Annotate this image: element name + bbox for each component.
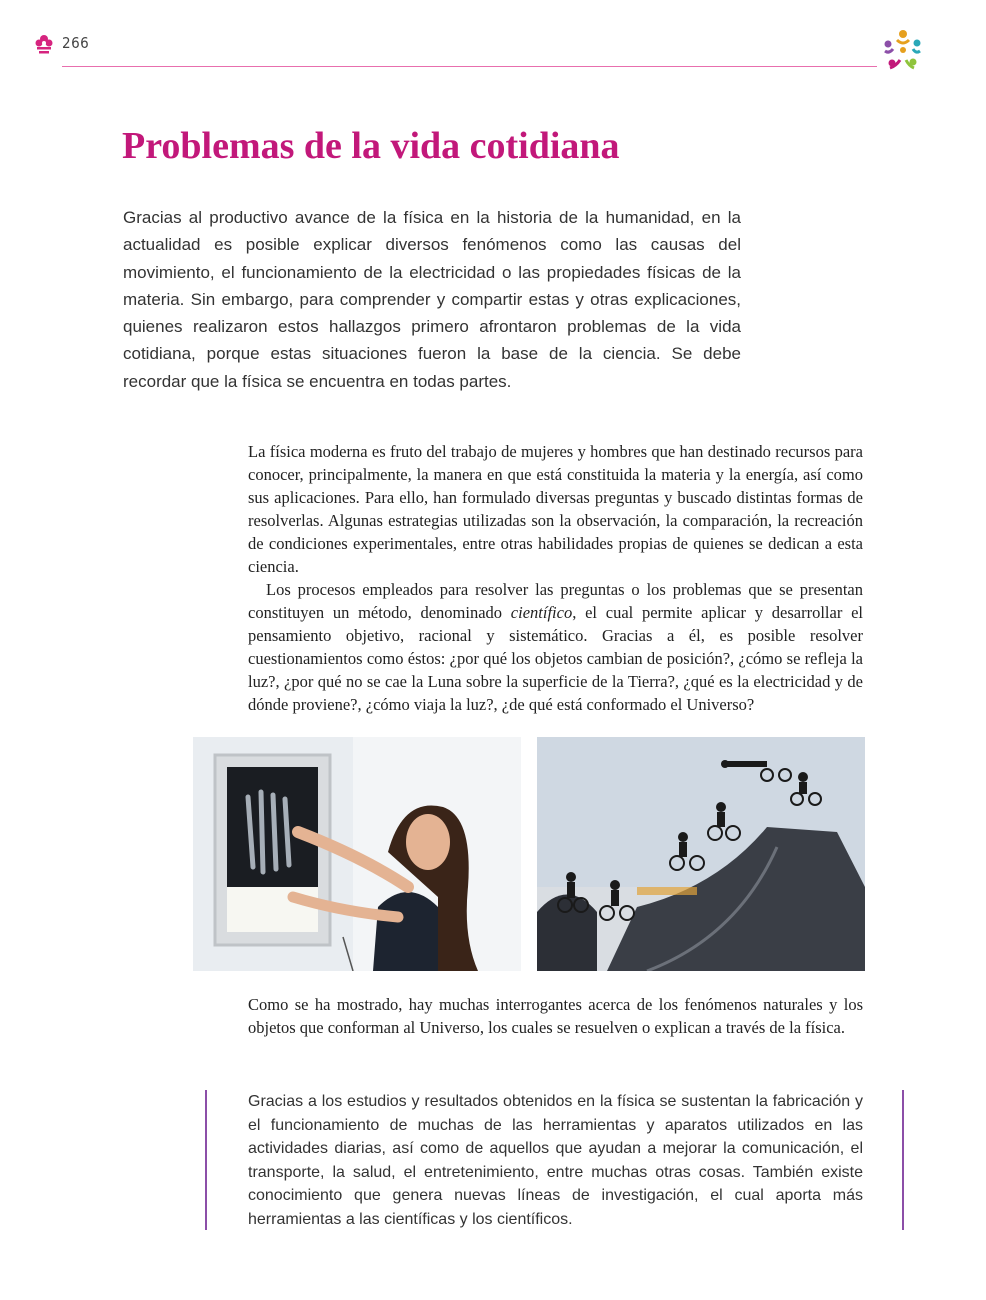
closing-text-block [248, 993, 863, 1039]
intro-paragraph: Gracias al productivo avance de la física en la historia de la humanidad, en la actualidad es posible explicar diversos fenómenos como las causas del movimiento, el funcionamiento de la electricidad o las propiedades físicas de la materia. Sin embargo, para comprender y compartir estas y otras explicaciones, quienes realizaron estos hallazgos primero afrontaron problemas de la vida cotidiana, porque estas situaciones fueron la base de la ciencia. Se debe recordar que la física se encuentra en todas partes. [123, 208, 741, 391]
xray-photo [193, 737, 521, 971]
page-title: Problemas de la vida cotidiana [122, 125, 620, 167]
highlight-paragraph: Gracias a los estudios y resultados obtenidos en la física se sustentan la fabricación y el funcionamiento de muchas de las herramientas y aparatos utilizados en las actividades diarias, así como de aquellos que ayudan a mejorar la comunicación, el transporte, la salud, el entretenimiento, entre muchas otras cosas. También existe conocimiento que genera nuevas líneas de investigación, el cual aporta más herramientas a las científicas y los científicos. [248, 1093, 863, 1228]
highlight-right-bar [902, 1090, 904, 1230]
paragraph-2-text-start: Los procesos empleados para resolver las preguntas o los problemas que se presentan constituyen un método, denominado [248, 580, 863, 622]
bmx-photo [537, 737, 865, 971]
body-paragraph-2 [248, 578, 863, 716]
body-text-block [248, 440, 863, 716]
body-paragraph-1: La física moderna es fruto del trabajo de mujeres y hombres que han destinado recursos para conocer, principalmente, la manera en que está constituida la materia y la energía, así como sus aplicaciones. Para ello, han formulado diversas preguntas y buscado distintas formas de resolverlas. Algunas estrategias utilizadas son la observación, la comparación, la recreación de condiciones experimentales, entre otras habilidades propias de quienes se dedican a esta ciencia. [248, 442, 863, 576]
emphasis-cientifico: científico [510, 603, 573, 622]
paragraph-2-text-end: , el cual permite aplicar y desarrollar el pensamiento objetivo, racional y sistemático. Gracias a él, es posible resolver cuestionamientos como éstos: ¿por qué los objetos cambian de posición?, ¿cómo se refleja la luz?, ¿por qué no se cae la Luna sobre la superficie de la Tierra?, ¿qué es la electricidad y de dónde proviene?, ¿cómo viaja la luz?, ¿de qué está conformado el Universo? [248, 603, 863, 714]
flower-emblem-icon [34, 33, 54, 55]
page-number: 266 [62, 34, 90, 52]
people-circle-logo-icon [880, 26, 926, 72]
header-rule [62, 66, 877, 67]
body-paragraph-3: Como se ha mostrado, hay muchas interrogantes acerca de los fenómenos naturales y los objetos que conforman al Universo, los cuales se resuelven o explican a través de la física. [248, 995, 863, 1037]
highlight-left-bar [205, 1090, 207, 1230]
